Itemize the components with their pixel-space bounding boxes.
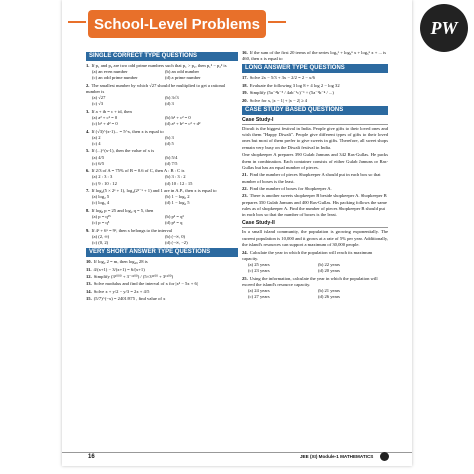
- banner-decoration-left: [68, 21, 86, 23]
- question-item: [86, 208, 238, 227]
- answer-option: (c) 9 : 10 : 12: [92, 180, 117, 186]
- answer-option: (b) an odd number: [165, 69, 200, 75]
- question-number: 25.: [242, 275, 248, 281]
- question-number: 6.: [86, 168, 90, 174]
- answer-option: (c) an odd prime number: [92, 75, 138, 81]
- question-text: Calculate the year in which the population will reach its maximum capacity.: [242, 249, 373, 261]
- question-text: Simplify (3¹⁰⁰⁰ + 3⁻¹¹⁰⁰) / (5×3¹¹⁰⁰ + 3¹¹⁰⁰): [93, 273, 174, 279]
- question-item: [242, 250, 388, 275]
- question-number: 15.: [86, 296, 92, 302]
- question-number: 13.: [86, 281, 92, 287]
- question-item: [242, 83, 388, 89]
- question-text: If 4ˣ + 6ˣ = 9ˣ, then x belongs to the interval: [91, 227, 173, 233]
- question-text: If 2/3 of A = 75% of B = 0.6 of C, then A : B : C is: [91, 168, 185, 174]
- answer-option: (d) 26 years: [318, 294, 340, 300]
- question-number: 18.: [242, 82, 248, 88]
- question-text: If log₂ 2 = m, then log₄₉ 28 is: [93, 259, 148, 265]
- answer-options: [86, 234, 238, 246]
- answer-option: (a) 4/5: [92, 154, 105, 160]
- footer-divider: [62, 452, 412, 453]
- case-study-1-questions: [242, 172, 388, 218]
- question-item: [86, 109, 238, 128]
- question-text: If the sum of the first 20 terms of the series log₅ˣ + log₅ⁿ x + log₅ⁿ x + ... is 460, then x is equal to: [242, 50, 387, 62]
- page-title: School-Level Problems: [88, 10, 266, 38]
- answer-option: (d) (−∞, −2): [165, 239, 188, 245]
- answer-option: (d) 10 : 12 : 15: [165, 180, 193, 186]
- left-column: [86, 50, 238, 304]
- question-item: [242, 75, 388, 81]
- answer-options: [86, 194, 238, 206]
- question-item: [86, 267, 238, 273]
- section-heading-long-answer-inline: LONG ANSWER TYPE QUESTIONS: [242, 64, 388, 73]
- question-item: [242, 90, 388, 96]
- answer-option: (b) 5/4: [165, 154, 178, 160]
- answer-option: (a) √27: [92, 95, 106, 101]
- answer-option: (a) an even number: [92, 69, 128, 75]
- section-heading-case-study: CASE STUDY BASED QUESTIONS: [242, 106, 388, 115]
- case-study-2-questions: [242, 250, 388, 301]
- answer-option: (a) 2: [92, 134, 101, 140]
- question-item: [86, 281, 238, 287]
- question-number: 16.: [242, 50, 248, 55]
- question-number: 20.: [242, 97, 248, 103]
- page-number: 16: [88, 454, 95, 460]
- answer-options: [86, 135, 238, 147]
- question-item: [86, 296, 238, 302]
- answer-option: (d) a² + b² = c² + d²: [165, 121, 201, 127]
- question-item: [242, 50, 388, 62]
- answer-option: (b) 22 years: [318, 261, 340, 267]
- answer-option: (a) (2, ∞): [92, 233, 110, 239]
- question-item: [86, 129, 238, 148]
- answer-option: (c) 27 years: [248, 294, 270, 300]
- question-item: [86, 289, 238, 295]
- answer-option: (b) b² + c² = 0: [165, 115, 191, 120]
- answer-options: [86, 115, 238, 127]
- answer-option: (b) 3 : 3 : 2: [165, 174, 186, 180]
- question-number: 4.: [86, 128, 90, 134]
- question-text: Find the number of pieces Shopkeeper A should put in each box so that number of boxes is the least.: [242, 172, 381, 184]
- question-number: 11.: [86, 266, 92, 272]
- case-study-1-text-2: One shopkeeper A prepares 390 Gulab Jamuns and 342 Ras-Gullas. He packs them in combination. Each container consists of either Gulab Jamuns or Ras-Gullas but has an equal number of pieces.: [242, 152, 388, 170]
- question-number: 3.: [86, 108, 90, 114]
- question-number: 17.: [242, 75, 248, 81]
- answer-option: (d) 1 − log₂ 5: [165, 200, 190, 206]
- question-item: [86, 274, 238, 280]
- answer-option: (a) 2 : 3 : 3: [92, 174, 113, 180]
- question-text: If p₁ and p₂ are two odd prime numbers such that p₁ > p₂, then p₁² − p₂² is: [91, 63, 227, 68]
- very-short-questions: [86, 259, 238, 302]
- answer-option: (b) (−∞, 0): [165, 233, 186, 239]
- question-text: Solve 2x − 5/3 + 3x − 2/2 = 2 − x/6: [249, 75, 315, 81]
- footer-logo-icon: [380, 452, 389, 461]
- question-number: 9.: [86, 227, 90, 233]
- question-text: (5/7)^(−x) = 2401/875 , find value of x: [93, 296, 166, 302]
- question-text: There is another sweets shopkeeper B beside shopkeeper A. Shopkeeper B prepares 350 Gulab Jamuns and 400 Ras-Gullas. His packing follows the same rules as of shopkeeper A. Find the number of pieces Shopkeeper B should put in each box so that the number of boxes is the least.: [242, 193, 387, 217]
- answer-option: (b) 3: [165, 134, 174, 140]
- answer-option: (c) 23 years: [248, 268, 270, 274]
- question-number: 8.: [86, 207, 90, 213]
- answer-options: [86, 155, 238, 167]
- question-text: Using the information, calculate the year in which the population will exceed the island's resource capacity.: [242, 275, 378, 287]
- question-number: 23.: [242, 193, 248, 199]
- question-item: [242, 276, 388, 301]
- answer-option: (a) log₂ 5: [92, 194, 110, 200]
- question-text: If (...)^(x-1), then the value of x is: [91, 148, 155, 154]
- banner-decoration-right: [268, 21, 286, 23]
- question-text: Solve modulus and find the interval of x for |x² − 5x + 6|: [93, 281, 198, 287]
- answer-options: [86, 174, 238, 186]
- answer-option: (d) 20 years: [318, 268, 340, 274]
- answer-option: (d) 3: [165, 101, 174, 107]
- single-correct-questions: [86, 63, 238, 246]
- question-number: 12.: [86, 273, 92, 279]
- answer-options: [86, 95, 238, 107]
- answer-option: (c) 4: [92, 141, 101, 146]
- question-item: [242, 98, 388, 104]
- answer-option: (b) 3√3: [165, 95, 179, 101]
- question-item: [86, 148, 238, 167]
- answer-option: (c) 6/5: [92, 160, 105, 166]
- question-number: 10.: [86, 259, 92, 265]
- answer-option: (a) a² + c² = 0: [92, 115, 118, 120]
- answer-option: (b) p² = q³: [165, 213, 184, 219]
- answer-option: (d) 5: [165, 141, 174, 146]
- question-item: [86, 63, 238, 82]
- footer-title: JEE (XI) Module-1 MATHEMATICS: [300, 454, 374, 459]
- question-text: If log₈ p = 25 and log₂ q = 5, then: [91, 207, 154, 213]
- question-item: [86, 228, 238, 247]
- answer-option: (d) 7/5: [165, 160, 178, 166]
- right-column: [242, 50, 388, 302]
- case-study-2-title: Case Study-II: [242, 220, 388, 228]
- answer-option: (c) √3: [92, 101, 104, 107]
- answer-option: (a) p = q¹⁵: [92, 213, 111, 219]
- section-heading-single-correct: SINGLE CORRECT TYPE QUESTIONS: [86, 52, 238, 61]
- answer-option: (c) b² + d² = 0: [92, 121, 118, 127]
- question-number: 21.: [242, 172, 248, 178]
- question-number: 19.: [242, 90, 248, 96]
- question-text: If (√3)^(x-1)... = 5^x, then x is equal to: [91, 128, 164, 134]
- question-item: [242, 186, 388, 192]
- question-number: 14.: [86, 288, 92, 294]
- question-number: 5.: [86, 148, 90, 154]
- answer-option: (c) p = q⁵: [92, 220, 110, 226]
- answer-option: (c) log₅ 4: [92, 200, 110, 206]
- pw-logo: PW: [420, 4, 468, 52]
- question-text: If a + ib = c + id, then: [91, 108, 132, 114]
- right-top-questions: [242, 50, 388, 104]
- answer-option: (d) p³ = q: [165, 220, 183, 226]
- question-item: [86, 83, 238, 108]
- answer-option: (d) a prime number: [165, 75, 201, 81]
- question-text: Solve for x, |x − 1| + |x − 2| ≥ 4: [249, 97, 308, 103]
- answer-options: [86, 214, 238, 226]
- case-study-1-text: Diwali is the biggest festival in India. People give gifts to their loved ones and wish them "Happy Diwali". People give different types of gifts to their loved ones but most of them prefer to give sweets in gifts. Therefore, all sweet shops remain very busy on the Diwali festival in India.: [242, 125, 388, 150]
- section-heading-very-short: VERY SHORT ANSWER TYPE QUESTIONS: [86, 248, 238, 257]
- answer-option: (b) 21 years: [318, 287, 340, 293]
- question-item: [86, 188, 238, 207]
- answer-option: (c) (0, 2): [92, 239, 109, 245]
- answer-option: (a) 24 years: [248, 287, 270, 293]
- question-number: 7.: [86, 187, 90, 193]
- question-number: 24.: [242, 249, 248, 255]
- question-text: 4/(x+1) − 3/(x+1) = 6/(x+1): [93, 266, 145, 272]
- answer-option: (b) 1 − log₅ 2: [165, 194, 190, 200]
- question-text: The smallest number by which √27 should be multiplied to get a rational number is: [86, 82, 226, 94]
- question-text: Evaluate the following 3 log 8 + 4 log 2 − log 32: [249, 82, 340, 88]
- answer-options: [242, 288, 388, 300]
- case-study-2-text: In a small island community, the population is growing exponentially. The current population is 10,000 and it grows at a rate of 5% per year. Additionally, the island's resources can support a maximum of 30,000 people.: [242, 229, 388, 247]
- question-text: Solve x + y/2 − y/3 = 2x + 4/5: [93, 288, 150, 294]
- question-text: Simplify (5a⁻⁴b⁻⁵ / 4ab⁻¹c)⁻¹ ÷ (5a⁻¹b⁻⁴ / ...): [249, 90, 334, 96]
- question-number: 22.: [242, 186, 248, 191]
- answer-options: [242, 262, 388, 274]
- question-text: If log₂(5 × 2ˣ + 1), log₄(2¹⁻ˣ + 1) and 1 are in A.P., then x is equal to: [91, 187, 217, 193]
- question-number: 2.: [86, 82, 90, 88]
- answer-option: (a) 25 years: [248, 261, 270, 267]
- question-text: Find the number of boxes for Shopkeeper A.: [249, 186, 332, 191]
- answer-options: [86, 69, 238, 81]
- question-item: [86, 168, 238, 187]
- question-item: [242, 193, 388, 218]
- question-item: [242, 172, 388, 184]
- question-number: 1.: [86, 63, 90, 68]
- question-item: [86, 259, 238, 265]
- case-study-1-title: Case Study-I: [242, 117, 388, 125]
